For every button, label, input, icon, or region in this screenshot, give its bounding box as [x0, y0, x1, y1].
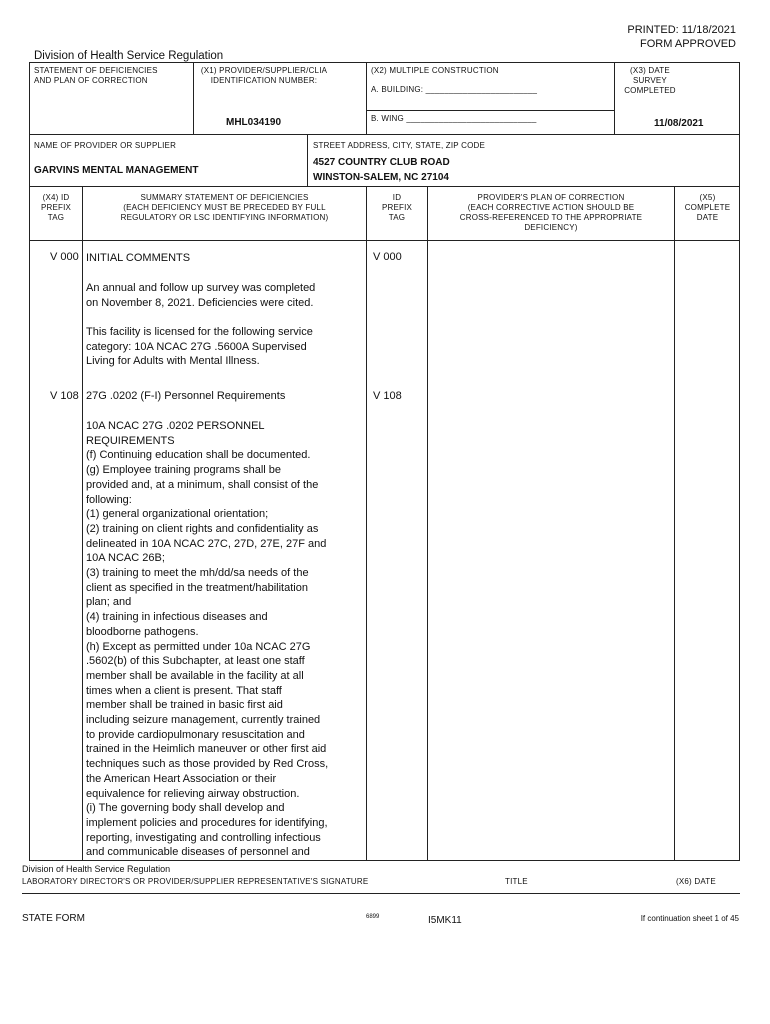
provider-name-label: NAME OF PROVIDER OR SUPPLIER [34, 141, 177, 150]
x6-date-label: (X6) DATE [676, 877, 716, 886]
entry-id-v108: V 108 [373, 390, 402, 402]
x5-header: (X5) COMPLETE DATE [684, 193, 731, 222]
entry-paragraph: 10A NCAC 27G .0202 PERSONNEL REQUIREMENTS (f) Continuing education shall be documented. (g) Employee training programs shall be provided and, at a minimum, shall consist of the following: (1) general organizational orientation; (2) training on client rights and confidentiality as delineated in 10A NCAC 27C, 27D, 27E, 27F and 10A NCAC 26B; (3) training to meet the mh/dd/sa needs of the client as specified in the treatment/habilitation plan; and (4) training in infectious diseases and bloodborne pathogens. (h) Except as permitted under 10a NCAC 27G .5602(b) of this Subchapter, at least one staff member shall be available in the facility at all times when a client is present. That staff member shall be trained in basic first aid including seizure management, currently trained to provide cardiopulmonary resuscitation and trained in the Heimlich maneuver or other first aid techniques such as those provided by Red Cross, the American Heart Association or their equivalence for relieving airway obstruction. (i) The governing body shall develop and implement policies and procedures for identifying, reporting, investigating and controlling infectious and communicable diseases of personnel and [86, 420, 329, 859]
x2-wing: B. WING ____________________________ [371, 114, 537, 123]
x4-header: (X4) ID PREFIX TAG [40, 193, 72, 222]
event-id: I5MK11 [428, 915, 462, 926]
footer-division: Division of Health Service Regulation [22, 864, 171, 874]
statement-label: STATEMENT OF DEFICIENCIES AND PLAN OF CORRECTION [34, 66, 158, 85]
address-label: STREET ADDRESS, CITY, STATE, ZIP CODE [313, 141, 486, 150]
provider-id: MHL034190 [226, 117, 282, 128]
continuation-sheet: If continuation sheet 1 of 45 [640, 914, 739, 923]
state-form: STATE FORM [22, 913, 85, 924]
id-header: ID PREFIX TAG [381, 193, 413, 222]
entry-tag-v000: V 000 [50, 251, 79, 263]
form-approved: FORM APPROVED [640, 38, 736, 50]
address-line2: WINSTON-SALEM, NC 27104 [313, 172, 449, 183]
x2-label: (X2) MULTIPLE CONSTRUCTION [371, 66, 499, 75]
entry-title-v108: 27G .0202 (F-I) Personnel Requirements [86, 390, 286, 402]
printed-date: PRINTED: 11/18/2021 [627, 24, 736, 36]
address-line1: 4527 COUNTRY CLUB ROAD [313, 157, 450, 168]
x3-label: (X3) DATE SURVEY COMPLETED [624, 66, 676, 95]
form-number: 6899 [366, 914, 380, 920]
entry-tag-v108: V 108 [50, 390, 79, 402]
title-label: TITLE [505, 877, 528, 886]
plan-header: PROVIDER'S PLAN OF CORRECTION (EACH CORRECTIVE ACTION SHOULD BE CROSS-REFERENCED TO THE APPROPRIATE DEFICIENCY) [459, 193, 643, 232]
entry-paragraph: An annual and follow up survey was completed on November 8, 2021. Deficiencies were cited. [86, 282, 316, 309]
summary-header: SUMMARY STATEMENT OF DEFICIENCIES (EACH DEFICIENCY MUST BE PRECEDED BY FULL REGULATORY OR LSC IDENTIFYING INFORMATION) [120, 193, 329, 222]
entry-paragraph: This facility is licensed for the following service category: 10A NCAC 27G .5600A Supervised Living for Adults with Mental Illness. [86, 326, 313, 368]
division-title: Division of Health Service Regulation [34, 50, 224, 62]
entry-title-v000: INITIAL COMMENTS [86, 252, 191, 264]
provider-name: GARVINS MENTAL MANAGEMENT [34, 165, 199, 176]
x2-building: A. BUILDING: ________________________ [371, 85, 538, 94]
entry-id-v000: V 000 [373, 251, 402, 263]
signature-label: LABORATORY DIRECTOR'S OR PROVIDER/SUPPLIER REPRESENTATIVE'S SIGNATURE [22, 877, 369, 886]
x1-label: (X1) PROVIDER/SUPPLIER/CLIA IDENTIFICATION NUMBER: [200, 66, 328, 85]
survey-date: 11/08/2021 [654, 118, 704, 129]
